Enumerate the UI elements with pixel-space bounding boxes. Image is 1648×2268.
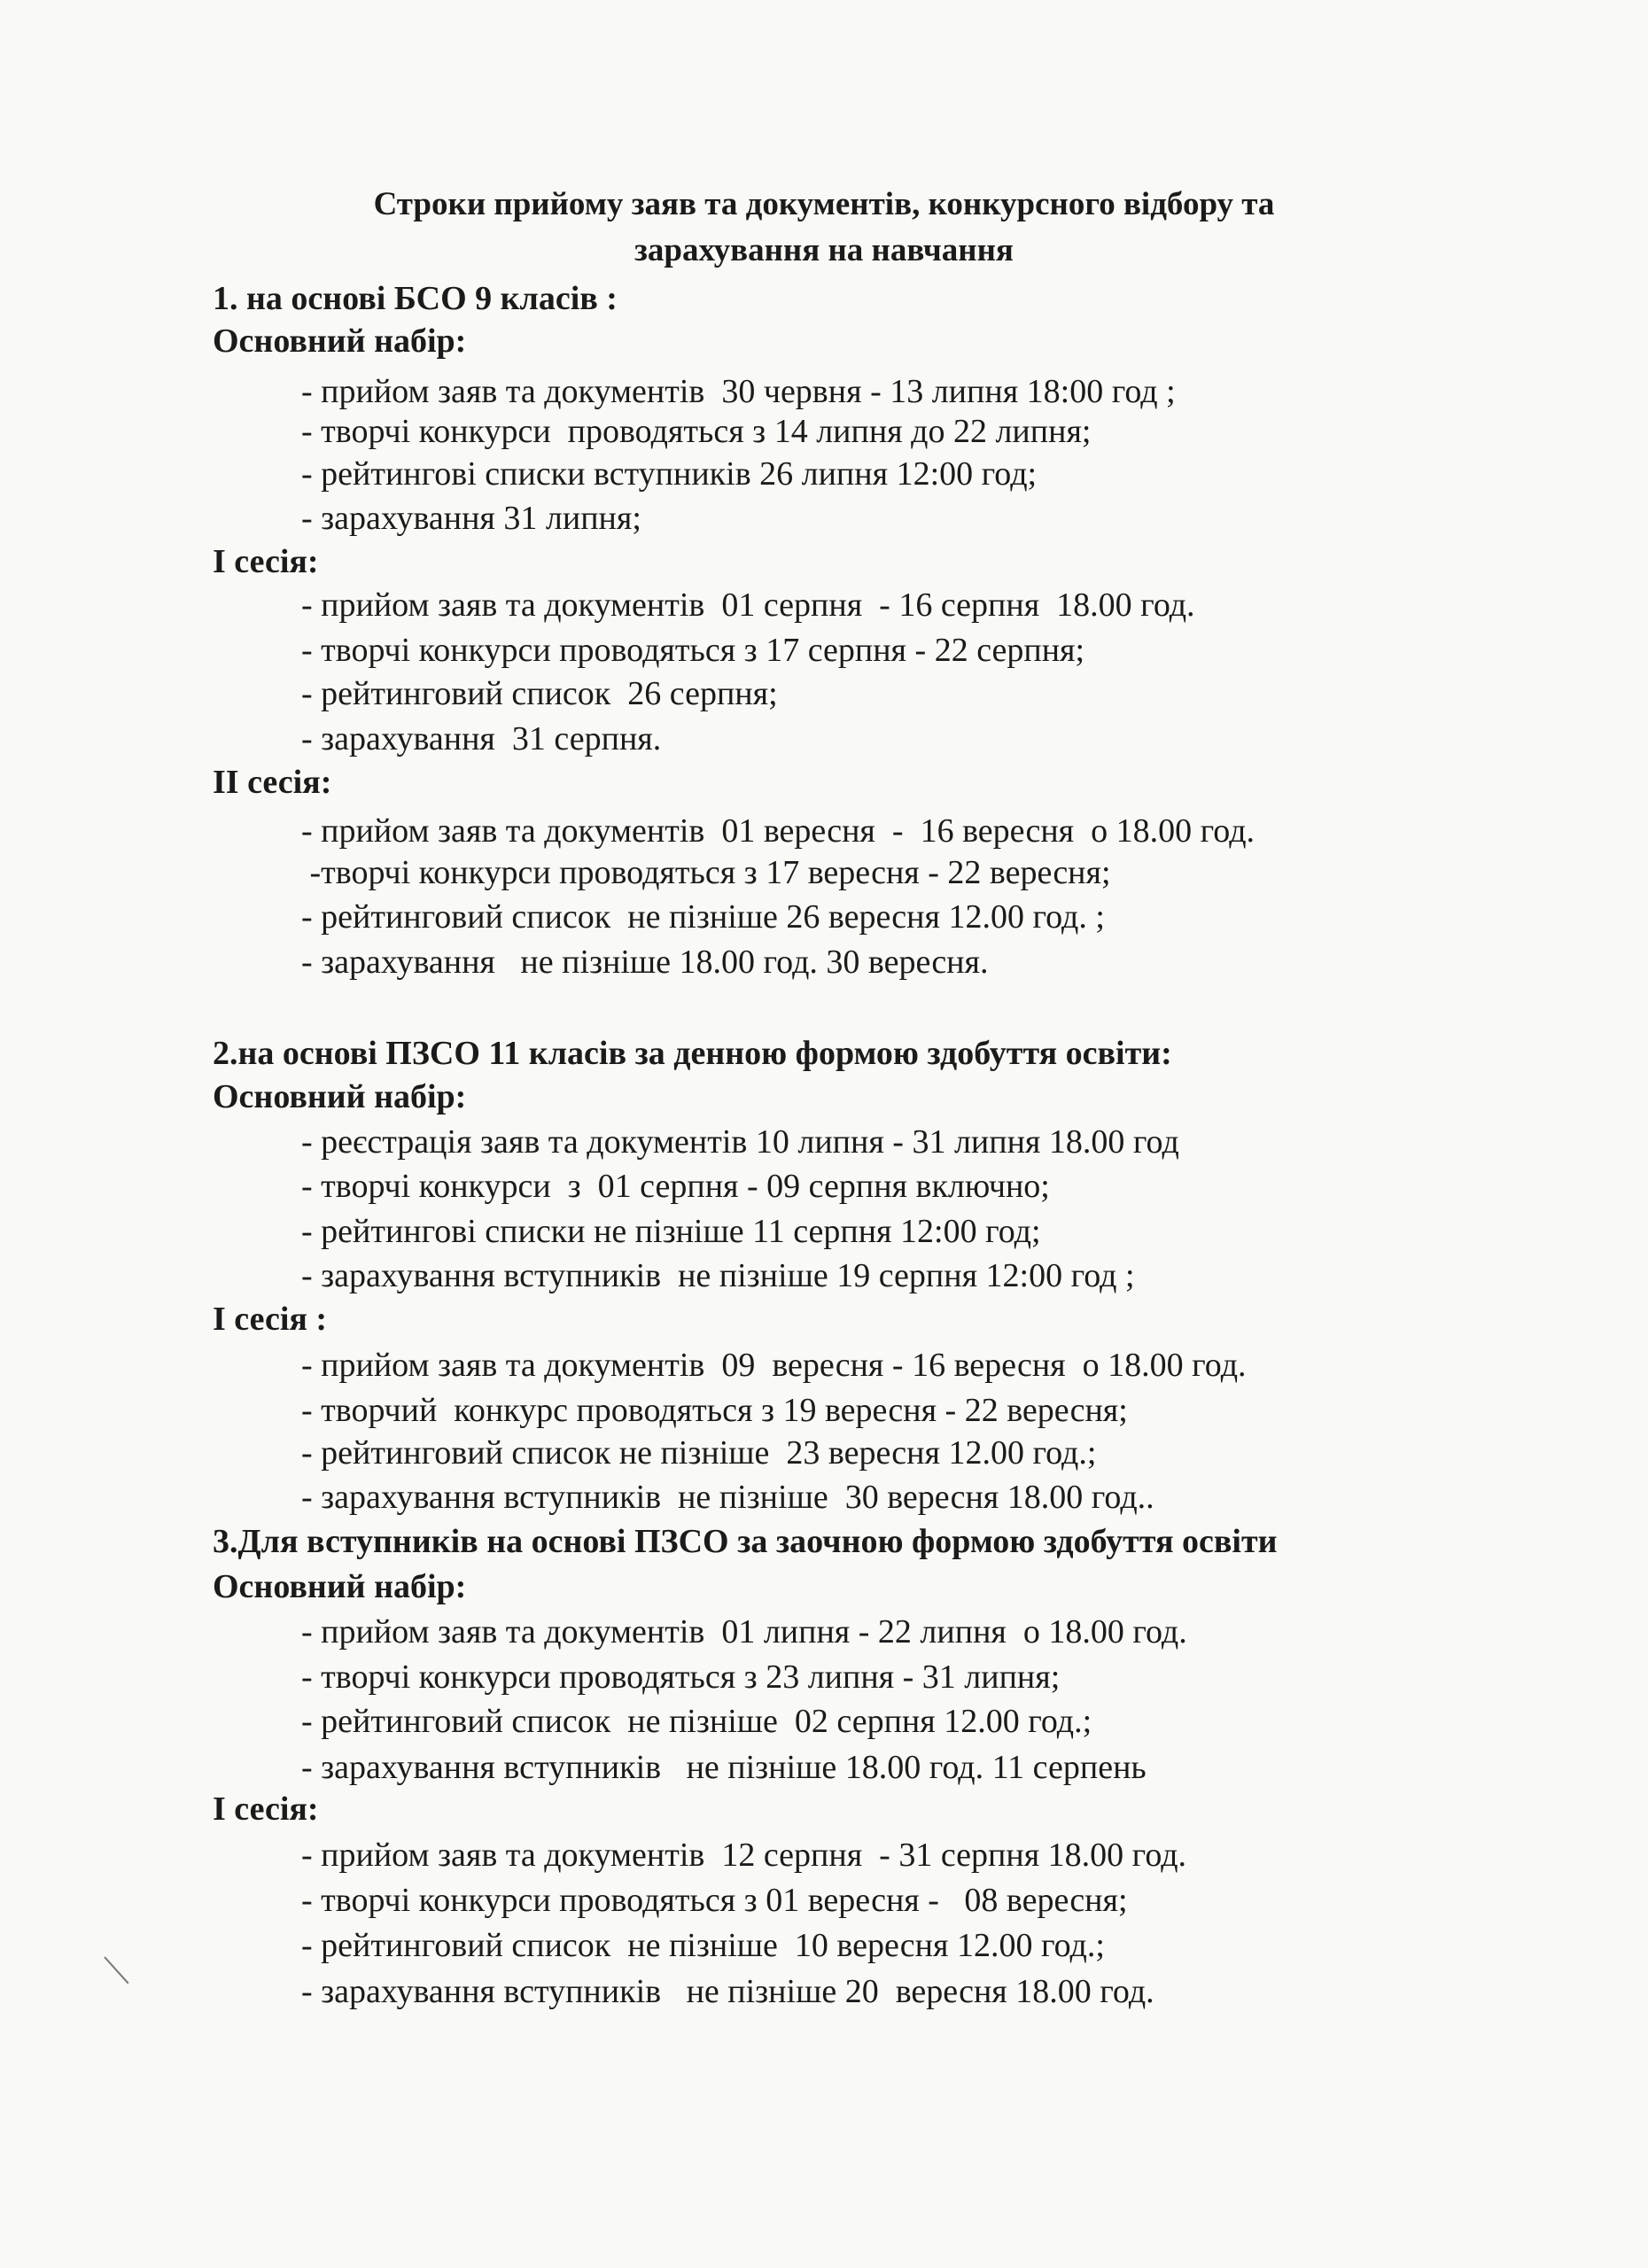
section-2-session-1-item: - прийом заяв та документів 09 вересня - 16 вересня о 18.00 год.	[301, 1347, 1247, 1384]
section-3-main-item: - прийом заяв та документів 01 липня - 22 липня о 18.00 год.	[301, 1613, 1187, 1651]
section-1-session-1-item: - рейтинговий список 26 серпня;	[301, 675, 778, 712]
section-1-session-1-item: - прийом заяв та документів 01 серпня - 16 серпня 18.00 год.	[301, 586, 1195, 624]
section-2-session-1-item: - творчий конкурс проводяться з 19 вересня - 22 вересня;	[301, 1392, 1128, 1429]
section-3-heading: 3.Для вступників на основі ПЗСО за заочною формою здобуття освіти	[213, 1523, 1278, 1560]
section-1-session-1-label: І сесія:	[213, 543, 319, 580]
section-1-heading: 1. на основі БСО 9 класів :	[213, 280, 618, 317]
section-3-main-item: - творчі конкурси проводяться з 23 липня - 31 липня;	[301, 1658, 1061, 1696]
section-2-session-1-item: - рейтинговий список не пізніше 23 вересня 12.00 год.;	[301, 1434, 1097, 1472]
section-3-main-label: Основний набір:	[213, 1568, 467, 1605]
section-1-session-2-item: -творчі конкурси проводяться з 17 вересня - 22 вересня;	[301, 854, 1111, 891]
section-2-main-item: - реєстрація заяв та документів 10 липня - 31 липня 18.00 год	[301, 1123, 1179, 1161]
section-3-session-1-item: - рейтинговий список не пізніше 10 вересня 12.00 год.;	[301, 1927, 1105, 1964]
section-2-main-item: - творчі конкурси з 01 серпня - 09 серпня включно;	[301, 1168, 1050, 1205]
section-1-main-item: - творчі конкурси проводяться з 14 липня до 22 липня;	[301, 413, 1092, 450]
section-3-session-1-item: - прийом заяв та документів 12 серпня - 31 серпня 18.00 год.	[301, 1837, 1187, 1874]
section-3-session-1-label: І сесія:	[213, 1790, 319, 1828]
section-3-session-1-item: - зарахування вступників не пізніше 20 вересня 18.00 год.	[301, 1973, 1154, 2010]
section-2-session-1-item: - зарахування вступників не пізніше 30 вересня 18.00 год..	[301, 1479, 1154, 1516]
section-1-main-item: - рейтингові списки вступників 26 липня 12:00 год;	[301, 455, 1038, 493]
section-3-main-item: - зарахування вступників не пізніше 18.00 год. 11 серпень	[301, 1749, 1147, 1786]
section-1-session-1-item: - зарахування 31 серпня.	[301, 720, 662, 757]
section-2-heading: 2.на основі ПЗСО 11 класів за денною формою здобуття освіти:	[213, 1035, 1172, 1072]
section-2-main-item: - зарахування вступників не пізніше 19 серпня 12:00 год ;	[301, 1257, 1135, 1294]
document-title-line-1: Строки прийому заяв та документів, конкурсного відбору та	[373, 186, 1275, 222]
document-title-line-2: зарахування на навчання	[634, 232, 1014, 268]
section-1-main-label: Основний набір:	[213, 322, 467, 360]
section-1-session-2-label: ІІ сесія:	[213, 764, 332, 801]
section-2-main-item: - рейтингові списки не пізніше 11 серпня 12:00 год;	[301, 1213, 1041, 1250]
section-2-main-label: Основний набір:	[213, 1078, 467, 1115]
scan-mark	[104, 1956, 128, 1984]
section-1-main-item: - прийом заяв та документів 30 червня - 13 липня 18:00 год ;	[301, 373, 1176, 410]
section-2-session-1-label: І сесія :	[213, 1301, 328, 1338]
section-3-main-item: - рейтинговий список не пізніше 02 серпня 12.00 год.;	[301, 1703, 1092, 1740]
section-1-main-item: - зарахування 31 липня;	[301, 500, 641, 537]
section-1-session-1-item: - творчі конкурси проводяться з 17 серпня - 22 серпня;	[301, 632, 1085, 669]
section-1-session-2-item: - зарахування не пізніше 18.00 год. 30 вересня.	[301, 944, 989, 981]
section-3-session-1-item: - творчі конкурси проводяться з 01 вересня - 08 вересня;	[301, 1882, 1128, 1919]
section-1-session-2-item: - прийом заяв та документів 01 вересня - 16 вересня о 18.00 год.	[301, 812, 1255, 850]
section-1-session-2-item: - рейтинговий список не пізніше 26 вересня 12.00 год. ;	[301, 898, 1105, 936]
